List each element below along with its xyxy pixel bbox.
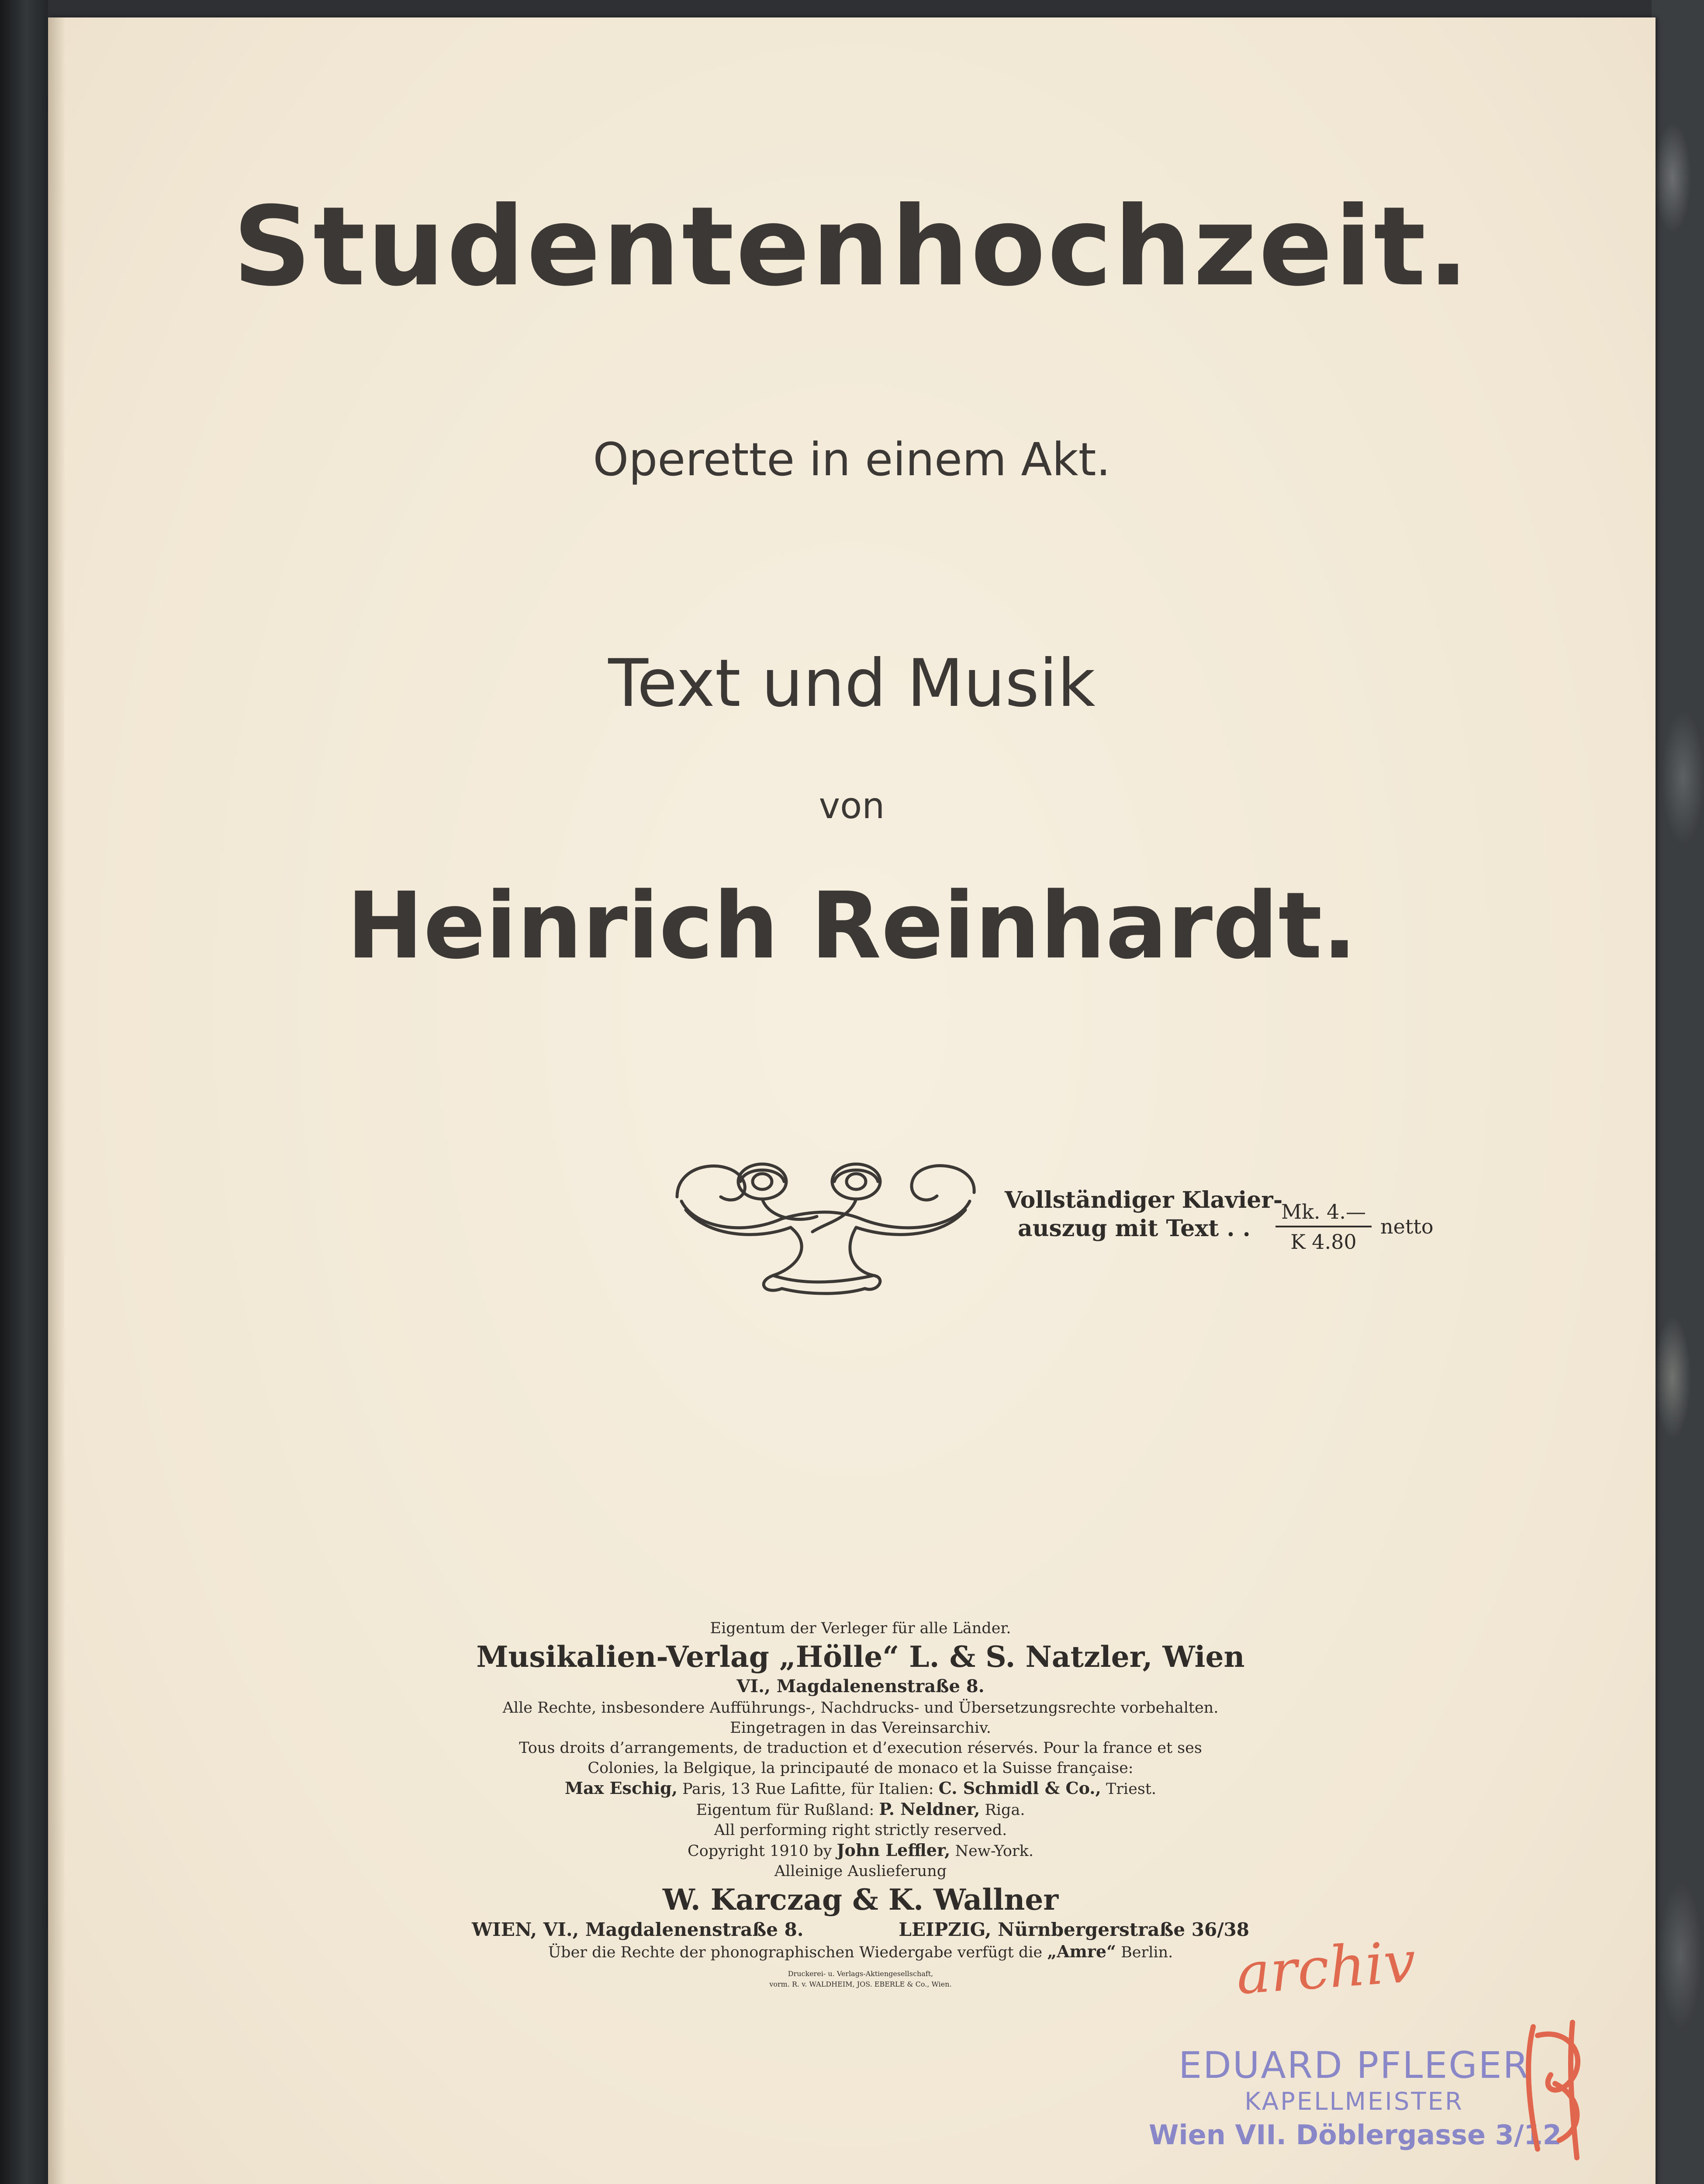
imprint-droits-1: Tous droits d’arrangements, de traduction et d’execution réservés. Pour la france et ses <box>519 1739 1202 1757</box>
text-und-musik: Text und Musik <box>608 646 1096 722</box>
russland-label: Eigentum für Rußland: <box>696 1801 879 1819</box>
schmidl-name: C. Schmidl & Co., <box>938 1778 1101 1798</box>
owner-stamp <box>1149 2044 1562 2153</box>
von-label: von <box>819 785 885 827</box>
imprint-russland-line <box>380 1799 1341 1820</box>
price-kronen: K 4.80 <box>1290 1230 1357 1254</box>
price-info <box>1005 1186 1459 1282</box>
schmidl-city: Triest. <box>1101 1780 1156 1798</box>
phono-text: Über die Rechte der phonographischen Wiedergabe verfügt die <box>548 1944 1047 1961</box>
stamp-address: Wien VII. Döblergasse 3/12 <box>1149 2119 1562 2151</box>
composer-name: Heinrich Reinhardt. <box>346 872 1357 979</box>
leipzig-address: LEIPZIG, Nürnbergerstraße 36/38 <box>899 1919 1249 1940</box>
imprint-phono-line <box>380 1942 1341 1963</box>
copyright-name: John Leffler, <box>836 1840 951 1860</box>
eschig-name: Max Eschig, <box>565 1778 677 1798</box>
copyright-label: Copyright 1910 by <box>687 1842 837 1860</box>
imprint-vereinsarchiv: Eingetragen in das Vereinsarchiv. <box>730 1719 991 1737</box>
stamp-title: KAPELLMEISTER <box>1244 2087 1464 2116</box>
subtitle: Operette in einem Akt. <box>593 433 1111 486</box>
price-netto: netto <box>1380 1215 1434 1238</box>
imprint-karczag: W. Karczag & K. Wallner <box>662 1883 1059 1917</box>
imprint-verlag: Musikalien-Verlag „Hölle“ L. & S. Natzler, Wien <box>476 1640 1245 1674</box>
book-binding <box>0 0 48 2184</box>
price-line-2: auszug mit Text . . <box>1018 1215 1251 1242</box>
imprint-addresses <box>380 1918 1341 1942</box>
archiv-handwritten-stamp: archiv <box>1234 1928 1418 2008</box>
wien-address: WIEN, VI., Magdalenenstraße 8. <box>472 1919 804 1940</box>
imprint-performing: All performing right strictly reserved. <box>714 1821 1007 1839</box>
russland-city: Riga. <box>980 1801 1025 1819</box>
phono-name: „Amre“ <box>1047 1942 1116 1961</box>
red-signature-icon <box>1507 2009 1603 2167</box>
eschig-address: Paris, 13 Rue Lafitte, für Italien: <box>677 1780 939 1798</box>
page-fold-shadow <box>48 17 66 2184</box>
price-fraction <box>1275 1200 1372 1254</box>
floral-ornament-icon <box>668 1144 983 1302</box>
printer-line-2: vorm. R. v. WALDHEIM, JOS. EBERLE & Co., Wien. <box>769 1980 952 1988</box>
copyright-city: New-York. <box>950 1842 1033 1860</box>
page-title: Studentenhochzeit. <box>232 183 1471 310</box>
phono-city: Berlin. <box>1116 1944 1173 1961</box>
stamp-name: EDUARD PFLEGER <box>1179 2044 1530 2087</box>
imprint-eigentum: Eigentum der Verleger für alle Länder. <box>710 1620 1011 1637</box>
price-mark: Mk. 4.— <box>1275 1200 1372 1227</box>
imprint-verlag-address: VI., Magdalenenstraße 8. <box>736 1676 985 1697</box>
marbled-cover-edge <box>1652 0 1704 2184</box>
title-page <box>48 17 1656 2184</box>
publisher-imprint <box>380 1618 1341 1990</box>
imprint-eschig-line <box>380 1778 1341 1799</box>
imprint-copyright-line <box>380 1840 1341 1861</box>
price-line-1: Vollständiger Klavier- <box>1005 1187 1283 1213</box>
russland-name: P. Neldner, <box>879 1799 980 1819</box>
imprint-droits-2: Colonies, la Belgique, la principauté de monaco et la Suisse française: <box>588 1759 1134 1777</box>
printer-line-1: Druckerei- u. Verlags-Aktiengesellschaft, <box>788 1970 933 1978</box>
imprint-rights: Alle Rechte, insbesondere Aufführungs-, Nachdrucks- und Übersetzungsrechte vorbehalten. <box>502 1699 1219 1717</box>
imprint-auslieferung: Alleinige Auslieferung <box>774 1863 947 1880</box>
